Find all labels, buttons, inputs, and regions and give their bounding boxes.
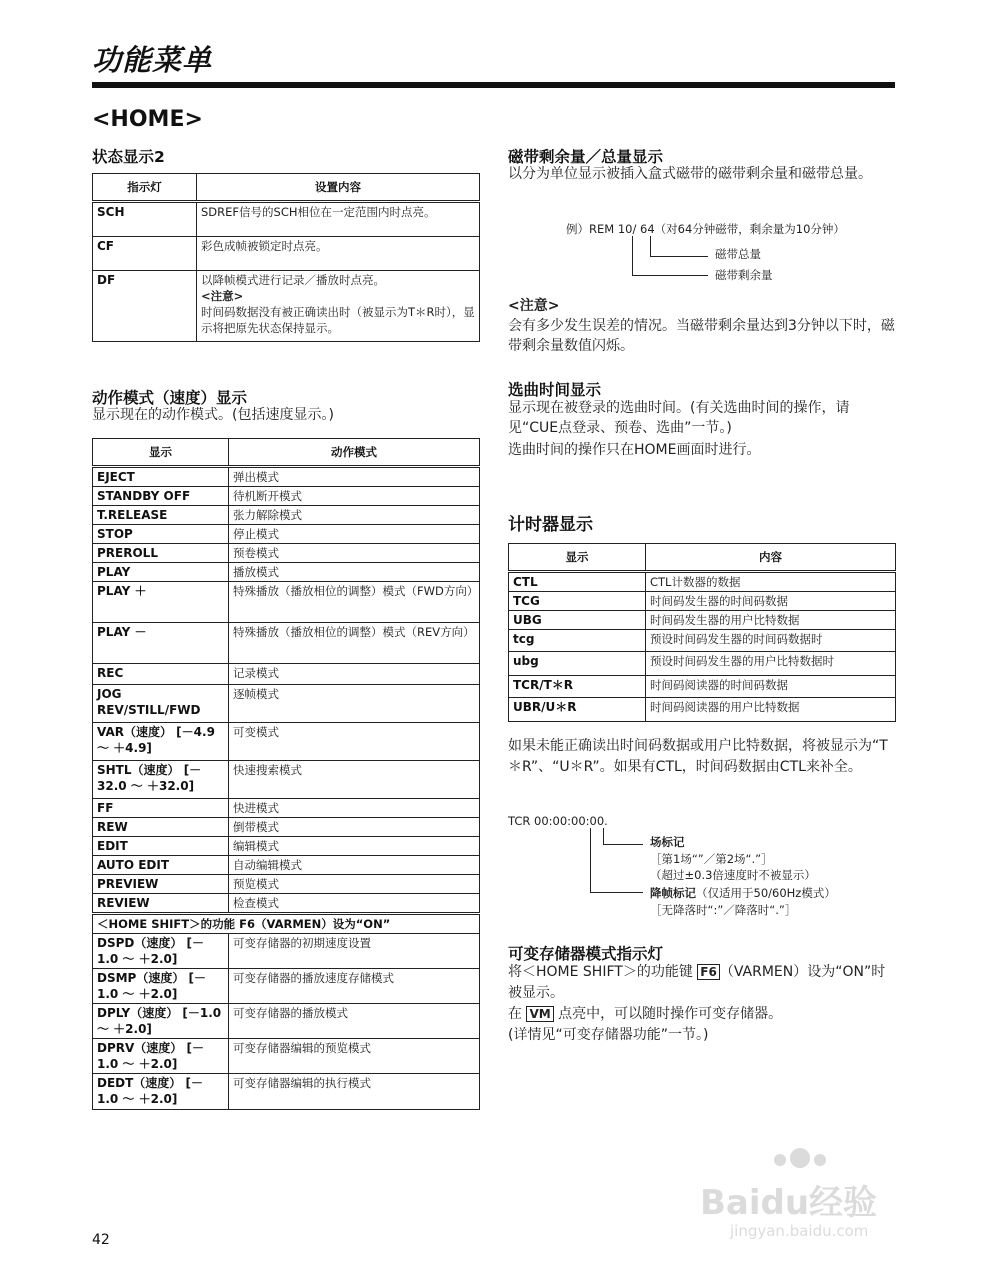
shift-val: 可变存储器的初期速度设置	[229, 934, 480, 969]
tcr-line	[590, 828, 591, 893]
vm-line2	[508, 1004, 896, 1024]
page-title: 功能菜单	[92, 43, 213, 77]
vm-line2a: 在	[508, 1006, 522, 1022]
watermark	[700, 1130, 900, 1250]
watermark-url: jingyan.baidu.com	[730, 1222, 869, 1240]
vm-key: VM	[526, 1006, 553, 1022]
vm-heading: 可变存储器模式指示灯	[508, 945, 664, 963]
status-val-2: 时间码数据没有被正确读出时（被显示为T＊R时），显示将把原先状态保持显示。	[201, 305, 475, 335]
watermark-brand: Baidu经验	[700, 1183, 878, 1223]
timer-key: UBR/U＊R	[509, 698, 646, 722]
mode-val: 停止模式	[229, 525, 480, 544]
timer-key: tcg	[509, 630, 646, 652]
field-title: 场标记	[650, 835, 685, 849]
tape-line	[650, 236, 651, 257]
tape-line	[632, 275, 708, 276]
status-val: SDREF信号的SCH相位在一定范围内时点亮。	[197, 202, 480, 237]
mode-key: SHTL（速度） [－32.0 ～ ＋32.0]	[93, 761, 229, 799]
shift-val: 可变存储器编辑的预览模式	[229, 1039, 480, 1074]
mode-val: 快进模式	[229, 799, 480, 818]
cue-desc: 显示现在被登录的选曲时间。(有关选曲时间的操作，请见“CUE点登录、预卷、选曲”一节。)	[508, 400, 850, 436]
timer-val: 预设时间码发生器的时间码数据时	[646, 630, 896, 652]
tape-example: 例）REM 10/ 64（对64分钟磁带，剩余量为10分钟）	[566, 222, 845, 236]
shift-key: DSMP（速度） [－1.0 ～ ＋2.0]	[93, 969, 229, 1004]
mode-key: PLAY －	[93, 623, 229, 664]
mode-val: 弹出模式	[229, 467, 480, 487]
timer-desc: 如果未能正确读出时间码数据或用户比特数据，将被显示为“T＊R”、“U＊R”。如果有CTL，时间码数据由CTL来补全。	[508, 738, 888, 775]
timer-col-1: 显示	[509, 544, 646, 572]
shift-val: 可变存储器的播放模式	[229, 1004, 480, 1039]
tape-line	[632, 236, 633, 276]
timer-val: 时间码阅读器的时间码数据	[646, 676, 896, 698]
tape-heading: 磁带剩余量／总量显示	[508, 148, 664, 166]
mode-key: VAR（速度） [－4.9 ～ ＋4.9]	[93, 723, 229, 761]
timer-val: 时间码阅读器的用户比特数据	[646, 698, 896, 722]
mode-val: 特殊播放（播放相位的调整）模式（REV方向）	[229, 623, 480, 664]
timer-heading: 计时器显示	[508, 515, 593, 535]
mode-col-2: 动作模式	[229, 439, 480, 467]
timer-table	[508, 543, 896, 722]
timer-key: TCG	[509, 592, 646, 611]
mode-val: 可变模式	[229, 723, 480, 761]
field-line-1: ［第1场“”／第2场“.”］	[650, 852, 773, 866]
shift-key: DPRV（速度） [－1.0 ～ ＋2.0]	[93, 1039, 229, 1074]
mode-val: 编辑模式	[229, 837, 480, 856]
vm-line1b: （VARMEN）设为“ON”时被显示。	[508, 964, 886, 1001]
mode-val: 张力解除模式	[229, 506, 480, 525]
mode-val: 记录模式	[229, 664, 480, 685]
vm-text	[508, 962, 896, 1004]
vm-line2b: 点亮中，可以随时操作可变存储器。	[558, 1006, 783, 1022]
mode-key: JOG REV/STILL/FWD	[93, 685, 229, 723]
mode-table	[92, 438, 480, 1110]
timer-val: 时间码发生器的时间码数据	[646, 592, 896, 611]
tcr-line	[603, 844, 643, 845]
f6-key: F6	[697, 964, 720, 980]
mode-val: 预览模式	[229, 875, 480, 894]
mode-key: EDIT	[93, 837, 229, 856]
tcr-example: TCR 00:00:00:00.	[508, 814, 608, 828]
page-number: 42	[92, 1232, 110, 1248]
mode-key: PREROLL	[93, 544, 229, 563]
shift-key: DPLY（速度） [－1.0 ～ ＋2.0]	[93, 1004, 229, 1039]
mode-col-1: 显示	[93, 439, 229, 467]
field-line-2: （超过±0.3倍速度时不被显示）	[650, 868, 816, 882]
mode-val: 自动编辑模式	[229, 856, 480, 875]
shift-val: 可变存储器的播放速度存储模式	[229, 969, 480, 1004]
tape-note-title: <注意>	[508, 298, 560, 314]
drop-note: （仅适用于50/60Hz模式）	[696, 886, 836, 900]
drop-line-1: ［无降落时“:”／降落时“.”］	[650, 903, 797, 917]
mode-val: 倒带模式	[229, 818, 480, 837]
mode-val: 特殊播放（播放相位的调整）模式（FWD方向）	[229, 582, 480, 623]
timer-key: UBG	[509, 611, 646, 630]
tape-desc: 以分为单位显示被插入盒式磁带的磁带剩余量和磁带总量。	[508, 166, 872, 182]
status-key: DF	[93, 271, 197, 342]
status-heading: 状态显示2	[92, 148, 165, 166]
mode-key: AUTO EDIT	[93, 856, 229, 875]
mode-key: T.RELEASE	[93, 506, 229, 525]
shift-val: 可变存储器编辑的执行模式	[229, 1074, 480, 1110]
tape-total-label: 磁带总量	[715, 247, 761, 261]
mode-key: PLAY ＋	[93, 582, 229, 623]
mode-val: 逐帧模式	[229, 685, 480, 723]
tcr-line	[590, 892, 643, 893]
timer-val: 时间码发生器的用户比特数据	[646, 611, 896, 630]
mode-key: REVIEW	[93, 894, 229, 914]
title-rule	[92, 82, 895, 88]
status-key: CF	[93, 237, 197, 271]
mode-val: 预卷模式	[229, 544, 480, 563]
vm-line1: 将＜HOME SHIFT＞的功能键	[508, 964, 693, 980]
mode-desc: 显示现在的动作模式。(包括速度显示。)	[92, 407, 334, 423]
mode-key: STANDBY OFF	[93, 487, 229, 506]
shift-key: DEDT（速度） [－1.0 ～ ＋2.0]	[93, 1074, 229, 1110]
mode-key: FF	[93, 799, 229, 818]
mode-key: PLAY	[93, 563, 229, 582]
tape-note: 会有多少发生误差的情况。当磁带剩余量达到3分钟以下时，磁带剩余量数值闪烁。	[508, 318, 895, 354]
status-key: SCH	[93, 202, 197, 237]
timer-key: TCR/T＊R	[509, 676, 646, 698]
mode-key: REW	[93, 818, 229, 837]
timer-val: 预设时间码发生器的用户比特数据时	[646, 652, 896, 676]
timer-key: ubg	[509, 652, 646, 676]
cue-heading: 选曲时间显示	[508, 381, 602, 399]
vm-line3: (详情见“可变存储器功能”一节。)	[508, 1027, 709, 1043]
mode-val: 待机断开模式	[229, 487, 480, 506]
mode-val: 播放模式	[229, 563, 480, 582]
mode-heading: 动作模式（速度）显示	[92, 389, 248, 407]
mode-key: EJECT	[93, 467, 229, 487]
drop-title: 降帧标记	[650, 886, 696, 900]
tcr-line	[603, 828, 604, 845]
shift-key: DSPD（速度） [－1.0 ～ ＋2.0]	[93, 934, 229, 969]
mode-val: 快速搜索模式	[229, 761, 480, 799]
mode-key: PREVIEW	[93, 875, 229, 894]
status-col-2: 设置内容	[197, 174, 480, 202]
tape-remain-label: 磁带剩余量	[715, 268, 773, 282]
timer-key: CTL	[509, 572, 646, 592]
mode-key: REC	[93, 664, 229, 685]
shift-header: ＜HOME SHIFT＞的功能 F6（VARMEN）设为“ON”	[93, 914, 480, 934]
timer-val: CTL计数器的数据	[646, 572, 896, 592]
home-heading: <HOME>	[92, 107, 203, 132]
status-val: 彩色成帧被锁定时点亮。	[197, 237, 480, 271]
mode-val: 检查模式	[229, 894, 480, 914]
status-col-1: 指示灯	[93, 174, 197, 202]
timer-col-2: 内容	[646, 544, 896, 572]
status-note: <注意>	[201, 289, 244, 303]
status-table	[92, 173, 480, 342]
cue-desc-2: 选曲时间的操作只在HOME画面时进行。	[508, 442, 761, 458]
tape-line	[650, 256, 708, 257]
mode-key: STOP	[93, 525, 229, 544]
status-val: 以降帧模式进行记录／播放时点亮。	[201, 273, 385, 287]
